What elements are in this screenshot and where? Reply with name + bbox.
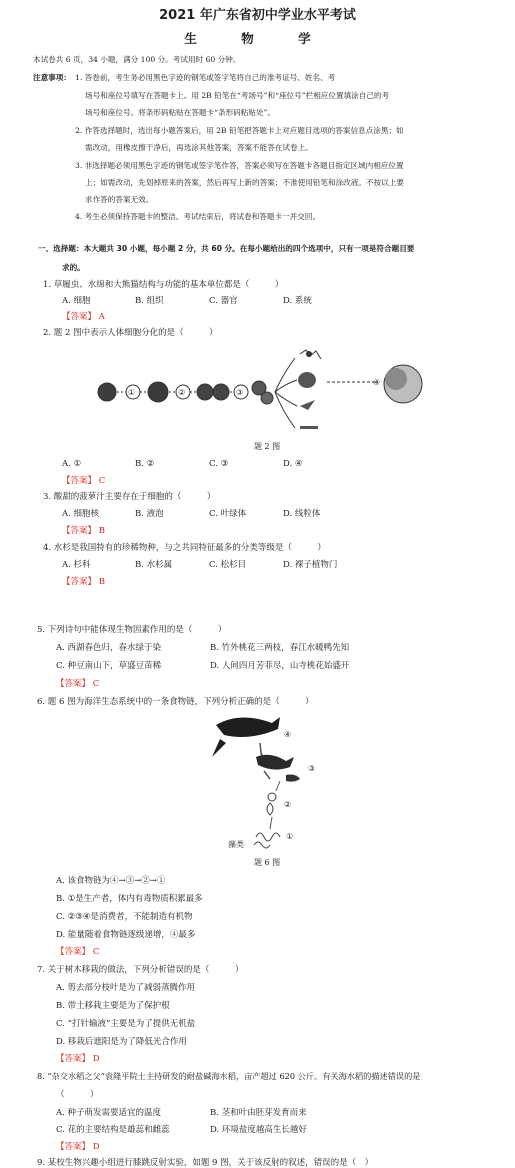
q5-stem: 5. 下列诗句中能体现生物因素作用的是（ ）	[37, 625, 227, 635]
notes-line: 3. 非选择题必须用黑色字迹的钢笔或签字笔作答，答案必须写在答题卡各题目指定区域内相应位置	[75, 161, 404, 170]
q6-option-c: C. ②③④是消费者，不能制造有机物	[56, 912, 193, 922]
q8-answer: 【答案】 D	[56, 1142, 100, 1152]
q2-stem: 2. 题 2 图中表示人体细胞分化的是（ ）	[43, 328, 218, 338]
food-chain-figure	[210, 713, 325, 855]
q5-option-b: B. 竹外桃花三两枝，春江水暖鸭先知	[210, 643, 350, 653]
q4-option-a: A. 杉科	[62, 560, 91, 570]
food-chain-label-3: ③	[308, 764, 316, 773]
exam-intro: 本试卷共 6 页，34 小题，满分 100 分。考试用时 60 分钟。	[33, 55, 241, 64]
subject-title: 生 物 学	[184, 31, 331, 46]
notes-label: 注意事项：	[33, 73, 71, 82]
q6-answer: 【答案】 C	[56, 947, 100, 957]
q2-option-b: B. ②	[135, 459, 155, 469]
q8-stem: 8. “杂交水稻之父”袁隆平院士主持研发的耐盐碱海水稻，亩产超过 620 公斤。有关海水稻的描述错误的是	[37, 1071, 421, 1081]
q3-option-c: C. 叶绿体	[209, 509, 247, 519]
food-chain-label-2: ②	[284, 800, 292, 809]
q8-option-b: B. 茎和叶由胚芽发育而来	[210, 1108, 307, 1118]
food-chain-label-1: ①	[286, 832, 294, 841]
q7-stem: 7. 关于树木移栽的做法，下列分析错误的是（ ）	[37, 965, 244, 975]
fig6-caption: 题 6 图	[254, 858, 281, 867]
q8-option-c: C. 花的主要结构是雄蕊和雌蕊	[56, 1125, 170, 1135]
q7-option-d: D. 移栽后遮阳是为了降低光合作用	[56, 1037, 187, 1047]
q3-option-d: D. 线粒体	[283, 509, 321, 519]
q8-stem-cont: （ ）	[56, 1090, 99, 1100]
arrow-label-4: ④	[373, 378, 381, 387]
q1-option-a: A. 细胞	[62, 296, 91, 306]
q1-option-b: B. 组织	[135, 296, 164, 306]
q4-answer: 【答案】 B	[62, 577, 105, 587]
q3-option-a: A. 细胞核	[62, 509, 100, 519]
section-heading-cont: 求的。	[62, 263, 85, 272]
q3-stem: 3. 酸甜的菠萝汁主要存在于细胞的（ ）	[43, 492, 216, 502]
q7-option-c: C. “打针输液”主要是为了提供无机盐	[56, 1019, 196, 1029]
q6-option-b: B. ①是生产者，体内有毒物质积累最多	[56, 894, 203, 904]
q6-option-a: A. 该食物链为④→③→②→①	[56, 876, 166, 886]
q6-option-d: D. 能量随着食物链逐级递增，④最多	[56, 930, 196, 940]
q4-option-d: D. 裸子植物门	[283, 560, 338, 570]
q4-stem: 4. 水杉是我国特有的珍稀物种，与之共同特征最多的分类等级是（ ）	[43, 543, 326, 553]
food-chain-label-4: ④	[284, 730, 292, 739]
q5-option-c: C. 种豆南山下，草盛豆苗稀	[56, 661, 162, 671]
q1-option-d: D. 系统	[283, 296, 312, 306]
q5-option-a: A. 西湖春色归，春水绿于染	[56, 643, 162, 653]
q5-option-d: D. 人间四月芳菲尽，山寺桃花始盛开	[210, 661, 350, 671]
notes-line: 需改动，用橡皮擦干净后，再选涂其他答案，答案不能答在试卷上。	[85, 143, 313, 152]
q1-option-c: C. 器官	[209, 296, 238, 306]
q4-option-c: C. 松杉目	[209, 560, 247, 570]
q2-option-a: A. ①	[62, 459, 82, 469]
arrow-label-2: ②	[178, 388, 186, 397]
q8-option-d: D. 环境盐度越高生长越好	[210, 1125, 307, 1135]
q2-answer: 【答案】 C	[62, 476, 106, 486]
notes-line: 4. 考生必须保持答题卡的整洁。考试结束后，将试卷和答题卡一并交回。	[75, 212, 321, 221]
food-chain-algae-label: 藻类	[228, 840, 244, 849]
exam-title: 2021 年广东省初中学业水平考试	[159, 8, 356, 23]
notes-line: 上；如需改动，先划掉原来的答案，然后再写上新的答案；不准使用铅笔和涂改液。不按以上要	[85, 178, 404, 187]
section-heading: 一、选择题：本大题共 30 小题，每小题 2 分，共 60 分。在每小题给出的四个选项中，只有一项是符合题目要	[38, 244, 415, 253]
notes-line: 2. 作答选择题时，选出每小题答案后，用 2B 铅笔把答题卡上对应题目选项的答案信息点涂黑；如	[75, 126, 404, 135]
q3-option-b: B. 液泡	[135, 509, 164, 519]
q7-answer: 【答案】 D	[56, 1054, 100, 1064]
notes-line: 1. 答卷前，考生务必用黑色字迹的钢笔或签字笔将自己的准考证号、姓名、考	[75, 73, 336, 82]
notes-line: 求作答的答案无效。	[85, 195, 154, 204]
q7-option-b: B. 带土移栽主要是为了保护根	[56, 1001, 170, 1011]
q2-option-d: D. ④	[283, 459, 303, 469]
q9-stem-partial: 9. 某校生物兴趣小组进行膝跳反射实验，如题 9 图，关于该反射的叙述，错误的是（ ）	[37, 1158, 374, 1168]
fig2-caption: 题 2 图	[254, 442, 281, 451]
q8-option-a: A. 种子萌发需要适宜的温度	[56, 1108, 162, 1118]
q4-option-b: B. 水杉属	[135, 560, 173, 570]
q1-answer: 【答案】 A	[62, 312, 105, 322]
q1-stem: 1. 草履虫、水绵和大熊猫结构与功能的基本单位都是（ ）	[43, 280, 284, 290]
q6-stem: 6. 题 6 图为海洋生态系统中的一条食物链，下列分析正确的是（ ）	[37, 697, 314, 707]
arrow-label-3: ③	[236, 388, 244, 397]
q5-answer: 【答案】 C	[56, 679, 100, 689]
q2-option-c: C. ③	[209, 459, 229, 469]
notes-line: 场号和座位号填写在答题卡上。用 2B 铅笔在“考场号”和“座位号”栏相应位置填涂自己的考	[85, 91, 390, 100]
notes-line: 场号和座位号。将条形码粘贴在答题卡“条形码粘贴处”。	[85, 108, 276, 117]
q3-answer: 【答案】 B	[62, 526, 105, 536]
q7-option-a: A. 剪去部分枝叶是为了减弱蒸腾作用	[56, 983, 196, 993]
arrow-label-1: ①	[128, 388, 136, 397]
cell-differentiation-figure	[95, 344, 425, 439]
